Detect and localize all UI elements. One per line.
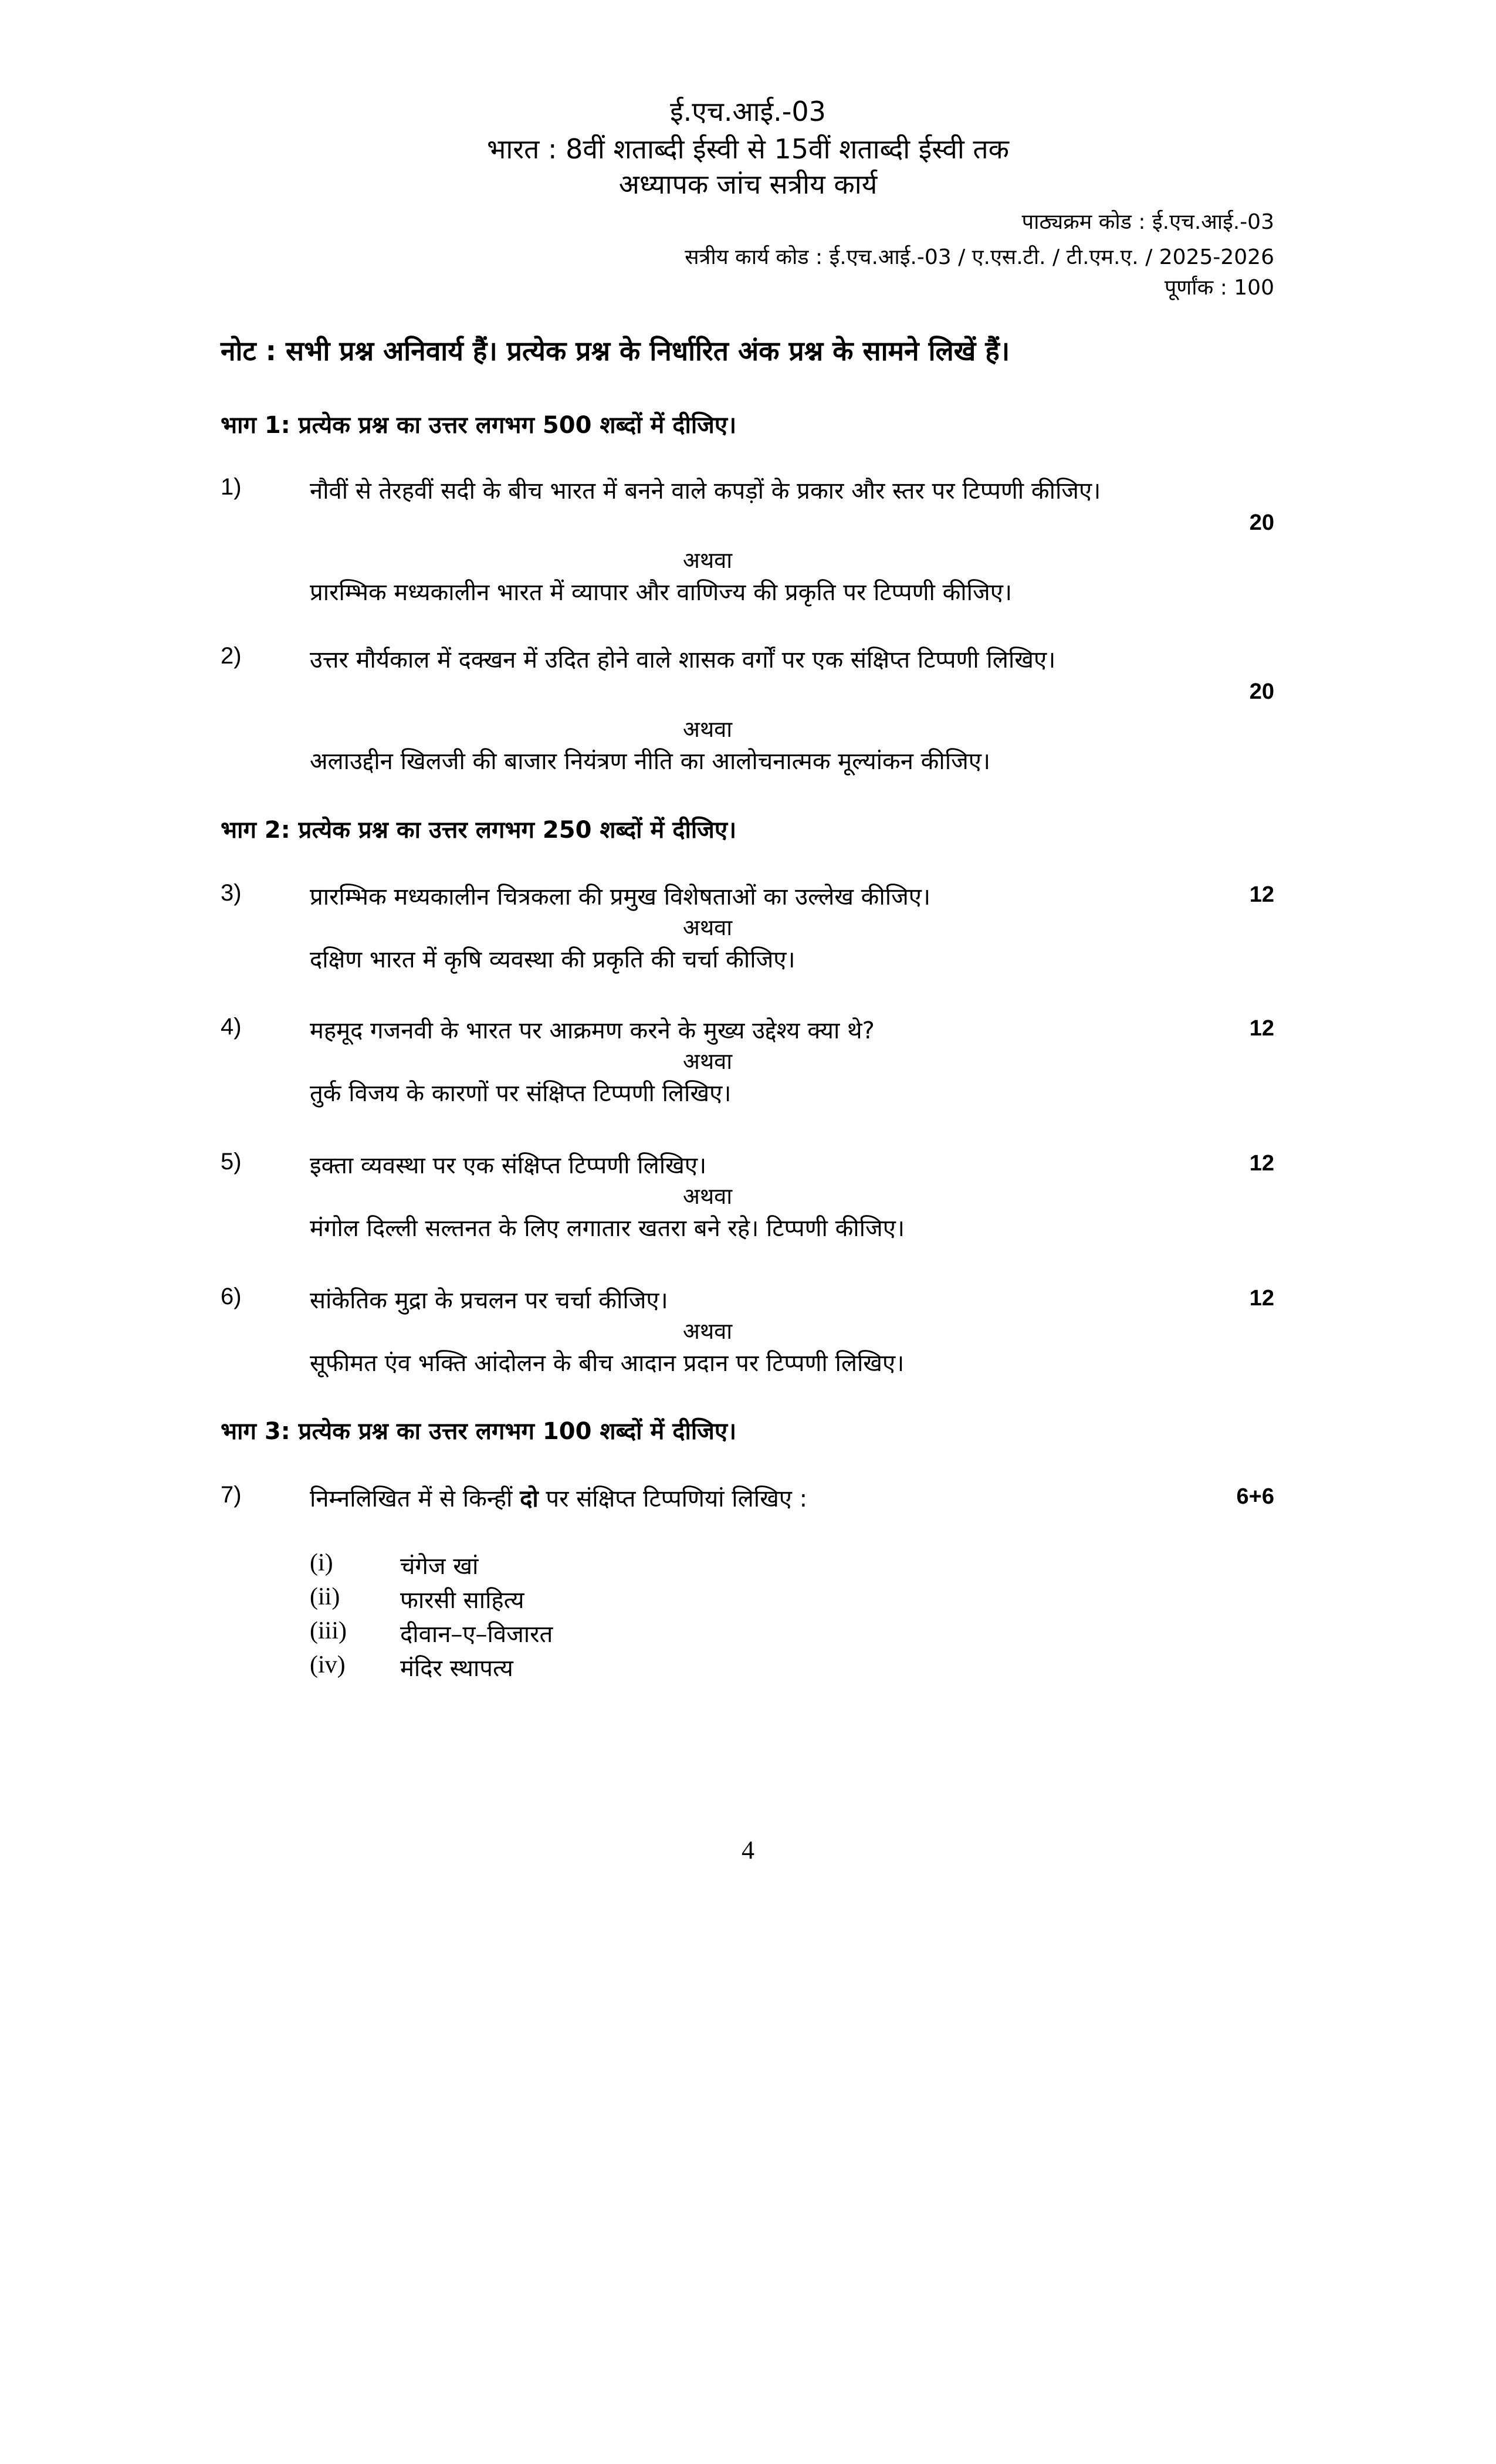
or-separator: अथवा xyxy=(682,1318,733,1344)
question-alternative: तुर्क विजय के कारणों पर संक्षिप्त टिप्पणी लिखिए। xyxy=(310,1080,732,1107)
assignment-code-line: सत्रीय कार्य कोड : ई.एच.आई.-03 / ए.एस.टी. / टी.एम.ए. / 2025-2026 xyxy=(685,245,1274,269)
question-marks: 12 xyxy=(1249,1016,1274,1041)
question-text-before: निम्नलिखित में से किन्हीं xyxy=(310,1485,513,1512)
or-separator: अथवा xyxy=(682,547,733,573)
question-alternative: मंगोल दिल्ली सल्तनत के लिए लगातार खतरा बने रहे। टिप्पणी कीजिए। xyxy=(310,1215,905,1242)
question-text: सांकेतिक मुद्रा के प्रचलन पर चर्चा कीजिए। xyxy=(310,1287,668,1314)
question-text-after: पर संक्षिप्त टिप्पणियां लिखिए : xyxy=(546,1485,808,1512)
sub-item-number: (ii) xyxy=(310,1583,340,1610)
question-marks: 20 xyxy=(1249,679,1274,704)
course-code-title: ई.एच.आई.-03 xyxy=(670,96,826,127)
page-number: 4 xyxy=(742,1836,754,1864)
question-text: इक्ता व्यवस्था पर एक संक्षिप्त टिप्पणी लिखिए। xyxy=(310,1152,707,1179)
or-separator: अथवा xyxy=(682,1048,733,1074)
question-number: 6) xyxy=(221,1284,242,1309)
question-text-emphasis: दो xyxy=(520,1485,539,1512)
question-marks: 12 xyxy=(1249,1151,1274,1176)
question-marks: 12 xyxy=(1249,1286,1274,1311)
question-number: 3) xyxy=(221,880,242,906)
sub-item-number: (i) xyxy=(310,1549,333,1576)
question-alternative: अलाउद्दीन खिलजी की बाजार नियंत्रण नीति का आलोचनात्मक मूल्यांकन कीजिए। xyxy=(310,748,991,775)
question-text xyxy=(310,1482,1201,1516)
sub-item-text: मंदिर स्थापत्य xyxy=(400,1655,513,1682)
question-text: नौवीं से तेरहवीं सदी के बीच भारत में बनने वाले कपड़ों के प्रकार और स्तर पर टिप्पणी कीजिए। xyxy=(310,478,1101,505)
question-number: 1) xyxy=(221,474,242,500)
question-text: महमूद गजनवी के भारत पर आक्रमण करने के मुख्य उद्देश्य क्या थे? xyxy=(310,1017,875,1044)
or-separator: अथवा xyxy=(682,1183,733,1209)
instructions-note: नोट : सभी प्रश्न अनिवार्य हैं। प्रत्येक प्रश्न के निर्धारित अंक प्रश्न के सामने लिखें हैं। xyxy=(221,335,1010,367)
max-marks-line: पूर्णांक : 100 xyxy=(1164,276,1274,300)
or-separator: अथवा xyxy=(682,915,733,940)
sub-item-number: (iii) xyxy=(310,1617,347,1644)
sub-item-text: चंगेज खां xyxy=(400,1553,479,1580)
assignment-type: अध्यापक जांच सत्रीय कार्य xyxy=(618,168,878,200)
sub-item-number: (iv) xyxy=(310,1651,346,1678)
question-number: 7) xyxy=(221,1482,242,1508)
question-text: प्रारम्भिक मध्यकालीन चित्रकला की प्रमुख विशेषताओं का उल्लेख कीजिए। xyxy=(310,884,931,911)
question-text: उत्तर मौर्यकाल में दक्खन में उदित होने वाले शासक वर्गों पर एक संक्षिप्त टिप्पणी लिखिए। xyxy=(310,647,1056,673)
question-alternative: दक्षिण भारत में कृषि व्यवस्था की प्रकृति की चर्चा कीजिए। xyxy=(310,946,796,973)
question-marks: 12 xyxy=(1249,882,1274,907)
course-title: भारत : 8वीं शताब्दी ईस्वी से 15वीं शताब्दी ईस्वी तक xyxy=(487,133,1009,165)
question-number: 4) xyxy=(221,1014,242,1040)
question-marks: 20 xyxy=(1249,510,1274,535)
question-number: 5) xyxy=(221,1149,242,1175)
or-separator: अथवा xyxy=(682,716,733,742)
question-alternative: सूफीमत एंव भक्ति आंदोलन के बीच आदान प्रदान पर टिप्पणी लिखिए। xyxy=(310,1350,905,1377)
section-1-heading: भाग 1: प्रत्येक प्रश्न का उत्तर लगभग 500 शब्दों में दीजिए। xyxy=(221,412,737,439)
question-alternative: प्रारम्भिक मध्यकालीन भारत में व्यापार और वाणिज्य की प्रकृति पर टिप्पणी कीजिए। xyxy=(310,579,1012,606)
sub-item-text: दीवान–ए–विजारत xyxy=(400,1621,553,1648)
sub-item-text: फारसी साहित्य xyxy=(400,1587,524,1614)
section-2-heading: भाग 2: प्रत्येक प्रश्न का उत्तर लगभग 250 शब्दों में दीजिए। xyxy=(221,817,737,844)
question-marks: 6+6 xyxy=(1236,1484,1274,1509)
section-3-heading: भाग 3: प्रत्येक प्रश्न का उत्तर लगभग 100 शब्दों में दीजिए। xyxy=(221,1418,737,1445)
question-number: 2) xyxy=(221,643,242,669)
course-code-line: पाठ्यक्रम कोड : ई.एच.आई.-03 xyxy=(1021,210,1274,234)
